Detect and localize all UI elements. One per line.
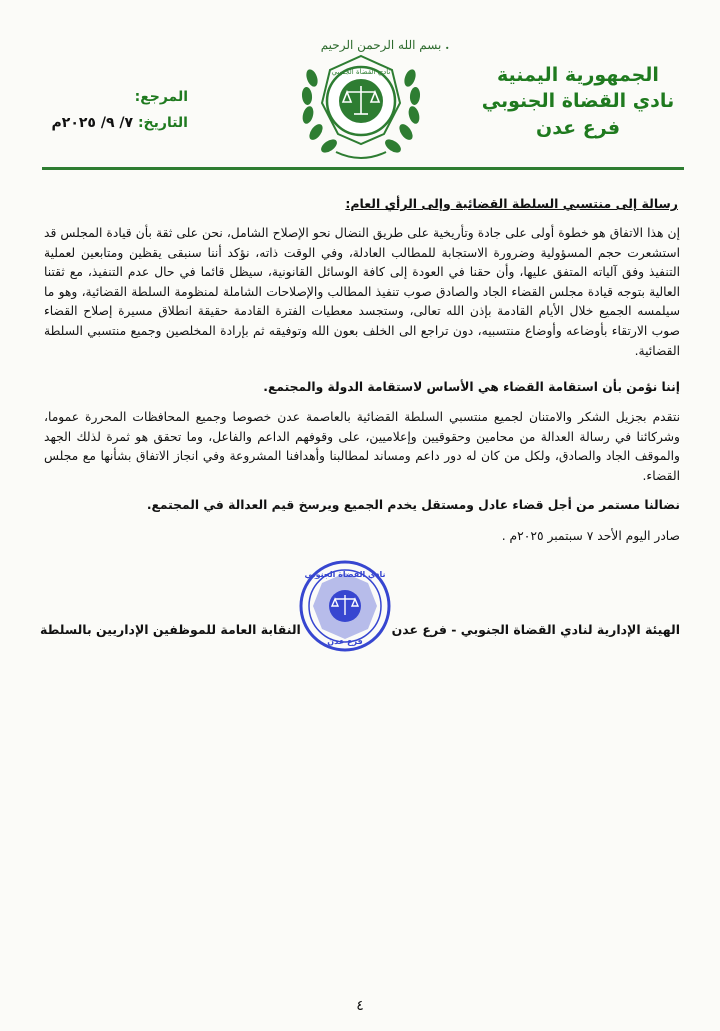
paragraph-1: إن هذا الاتفاق هو خطوة أولى على جادة وتأريخية على طريق النضال نحو الإصلاح الشامل، نحن على ثقة بأن قيادة المجلس قد استشعرت حجم المسؤولية وضرورة الاستجابة للمطالب العادلة، وفي الوقت ذاته، نؤكد أننا سنبقى يقظين ومتابعين لعملية التنفيذ وفق آلياته المتفق عليها، وأن حقنا في العودة إلى كافة الوسائل القانونية، سيظل قائما في حال عدم التنفيذ، مع ثقتنا العالية بتوجه قيادة مجلس القضاء الجاد والصادق صوب تنفيذ المطالب والإصلاحات الشاملة لمنظومة السلطة القضائية، وهو ما سيلمسه الجميع خلال الأيام القادمة بإذن الله تعالى، وستجسد معطيات الفترة القادمة حقيقة انطلاق مسيرة إصلاح القضاء صوب الارتقاء بأوضاعه وأوضاع منتسبيه، دون تراجع الى الخلف بعون الله وتوفيقه ثم بإرادة المخلصين وجميع منتسبي السلطة القضائية. <box>44 226 680 358</box>
scales-of-justice-logo-icon <box>296 48 426 166</box>
signature-left: النقابة العامة للموظفين الإداريين بالسلطة <box>40 622 301 637</box>
organization-header <box>478 62 678 142</box>
paragraph-3: نتقدم بجزيل الشكر والامتنان لجميع منتسبي السلطة القضائية بالعاصمة عدن خصوصا وجميع المحافظات المحررة عموما، وشركائنا في رسالة العدالة من محامين وحقوقيين وإعلاميين، على وقوفهم الداعم والفاعل، وما تحقق هو ثمرة لذلك الجهد والموقف الجاد والصادق، ولكل من كان له دور داعم ومساند لمطالبنا وأهدافنا المشروعة وفي انجاز الاتفاق بشأنها مع مجلس القضاء. <box>44 410 680 483</box>
basmala-text: بسم الله الرحمن الرحيم <box>320 38 442 52</box>
logo-arc-text: نادي القضاة الجنوبي <box>331 68 391 76</box>
paragraph-4: نضالنا مستمر من أجل قضاء عادل ومستقل يخدم الجميع ويرسخ قيم العدالة في المجتمع. <box>146 498 680 512</box>
paragraph-2: إننا نؤمن بأن استقامة القضاء هي الأساس لاستقامة الدولة والمجتمع. <box>263 380 680 394</box>
stamp-top-text: نادي القضاة الجنوبي <box>304 570 386 579</box>
basmala-dot: . <box>445 38 450 52</box>
signature-right: الهيئة الإدارية لنادي القضاة الجنوبي - فرع عدن <box>391 622 680 637</box>
official-stamp-icon <box>282 553 408 659</box>
letter-subject: رسالة إلى منتسبي السلطة القضائية وإلى الرأي العام: <box>345 196 678 211</box>
stamp-bottom-text: فرع عدن <box>327 637 363 646</box>
issued-line: صادر اليوم الأحد ٧ سبتمبر ٢٠٢٥م . <box>501 529 680 543</box>
header-divider <box>42 167 684 170</box>
reference-block <box>38 84 188 136</box>
page-number: ٤ <box>356 998 364 1014</box>
date-value: ٧/ ٩/ ٢٠٢٥م <box>51 115 134 131</box>
org-branch: فرع عدن <box>535 117 621 139</box>
reference-label: المرجع: <box>134 89 188 105</box>
date-line <box>38 110 188 136</box>
org-name: نادي القضاة الجنوبي <box>481 90 675 112</box>
org-country: الجمهورية اليمنية <box>497 64 659 86</box>
date-label: التاريخ: <box>137 115 188 131</box>
reference-line <box>38 84 188 110</box>
